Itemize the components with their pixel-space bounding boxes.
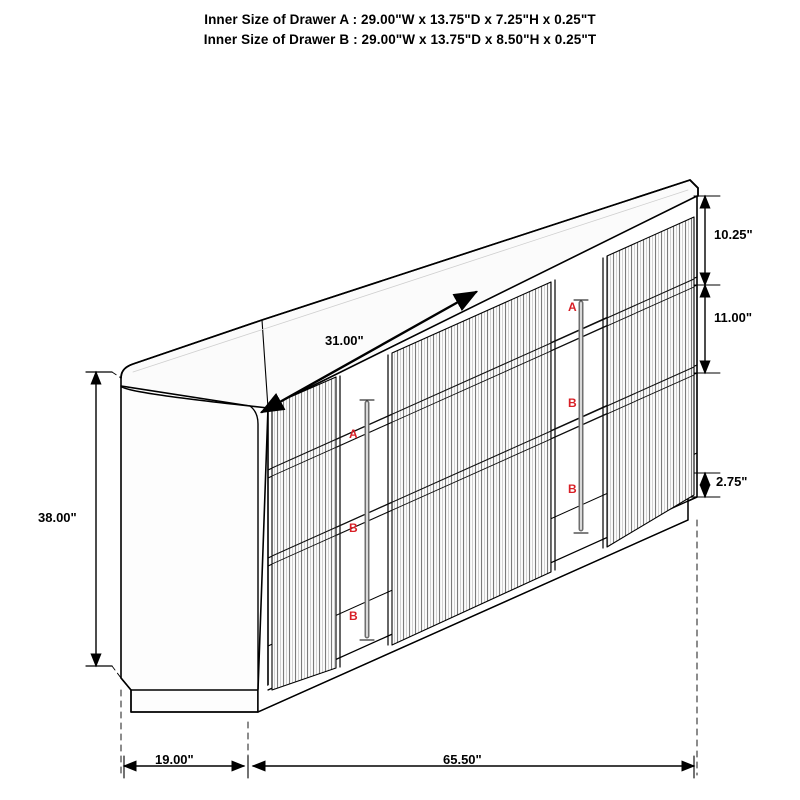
- drawer-marker-b-right-mid: B: [568, 396, 577, 410]
- drawer-a-spec-text: Inner Size of Drawer A : 29.00"W x 13.75"D x 7.25"H x 0.25"T: [204, 12, 596, 27]
- dim-bottom-main: 65.50": [443, 752, 482, 767]
- drawer-marker-b-left-mid: B: [349, 521, 358, 535]
- dim-bottom-left: 19.00": [155, 752, 194, 767]
- dim-right-base: 2.75": [716, 474, 748, 489]
- drawer-marker-b-right-bottom: B: [568, 482, 577, 496]
- drawer-marker-a-right: A: [568, 300, 577, 314]
- drawer-marker-a-left: A: [349, 427, 358, 441]
- dim-height-left: 38.00": [38, 510, 77, 525]
- dim-depth-top: 31.00": [325, 333, 364, 348]
- drawer-b-spec-text: Inner Size of Drawer B : 29.00"W x 13.75"D x 8.50"H x 0.25"T: [203, 32, 597, 47]
- dim-right-mid: 11.00": [714, 310, 752, 325]
- drawer-marker-b-left-bottom: B: [349, 609, 358, 623]
- dim-right-top: 10.25": [714, 227, 753, 242]
